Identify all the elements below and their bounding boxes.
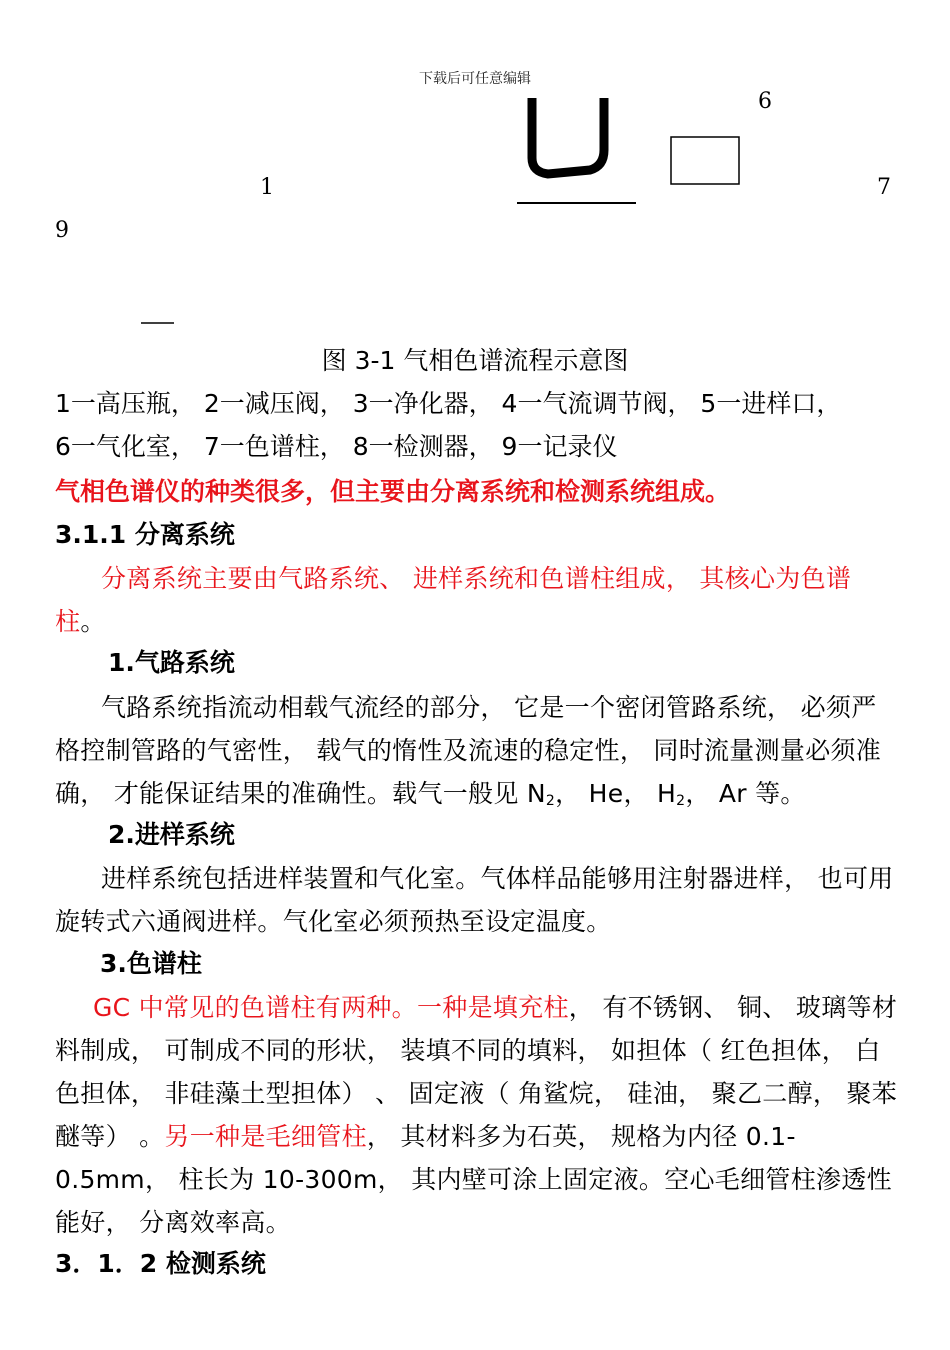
sub1-para-b: ， He， H [555, 779, 677, 808]
sub3-black-1: ， 有不锈钢、 铜、 玻璃等材料制成， 可制成不同的形状， 装填不同的填料， 如担体（ 红色担体， 白色担体， 非硅藻土型担体） 、 固定液（ 角鲨烷， 硅油， 聚乙二醇， 聚苯醚等） 。 [55, 993, 898, 1151]
intro-red: 气相色谱仪的种类很多，但主要由分离系统和检测系统组成。 [55, 477, 731, 506]
sub2-para [55, 857, 900, 943]
label-6: 6 [758, 89, 772, 114]
sub3-para [55, 986, 900, 1244]
h2-subscript: 2 [676, 793, 686, 809]
flow-diagram [0, 0, 950, 340]
label-9: 9 [55, 218, 69, 243]
section-3-1-1-title: 3.1.1 分离系统 [55, 520, 235, 549]
figure-caption: 图 3-1 气相色谱流程示意图 [321, 346, 629, 375]
sub3-red-2: 另一种是毛细管柱 [164, 1122, 367, 1151]
detector-box [671, 137, 739, 184]
legend-line-2: 6一气化室， 7一色谱柱， 8一检测器， 9一记录仪 [55, 432, 618, 461]
section-3-1-1-para [55, 557, 900, 643]
legend-line-1: 1一高压瓶， 2一减压阀， 3一净化器， 4一气流调节阀， 5一进样口， [55, 389, 842, 418]
para-end: 。 [80, 607, 106, 636]
label-7: 7 [877, 175, 891, 200]
sub1-para-a: 气路系统指流动相载气流经的部分， 它是一个密闭管路系统， 必须严格控制管路的气密性， 载气的惰性及流速的稳定性， 同时流量测量必须准确， 才能保证结果的准确性。载气一般见 N [55, 693, 882, 808]
section-3-1-2-title: 3．1．2 检测系统 [55, 1249, 266, 1278]
column-u-shape [532, 98, 604, 174]
sub1-para-c: ， Ar 等。 [685, 779, 806, 808]
sub2-title: 2.进样系统 [108, 820, 235, 849]
header-note: 下载后可任意编辑 [419, 71, 531, 87]
sub3-black-2: ， 其材料多为石英， 规格为内径 0.1-0.5mm， 柱长为 10-300m， 其内壁可涂上固定液。空心毛细管柱渗透性能好， 分离效率高。 [55, 1122, 892, 1237]
sub3-red-1: GC 中常见的色谱柱有两种。一种是填充柱 [93, 993, 569, 1022]
label-1: 1 [260, 175, 274, 200]
sub2-para-text: 进样系统包括进样装置和气化室。气体样品能够用注射器进样， 也可用旋转式六通阀进样。气化室必须预热至设定温度。 [55, 864, 894, 936]
sub3-title: 3.色谱柱 [100, 949, 202, 978]
para-red-text: 分离系统主要由气路系统、 进样系统和色谱柱组成， 其核心为色谱柱 [55, 564, 852, 636]
n2-subscript: 2 [545, 793, 556, 809]
sub1-para [55, 686, 900, 823]
sub1-title: 1.气路系统 [108, 648, 235, 677]
